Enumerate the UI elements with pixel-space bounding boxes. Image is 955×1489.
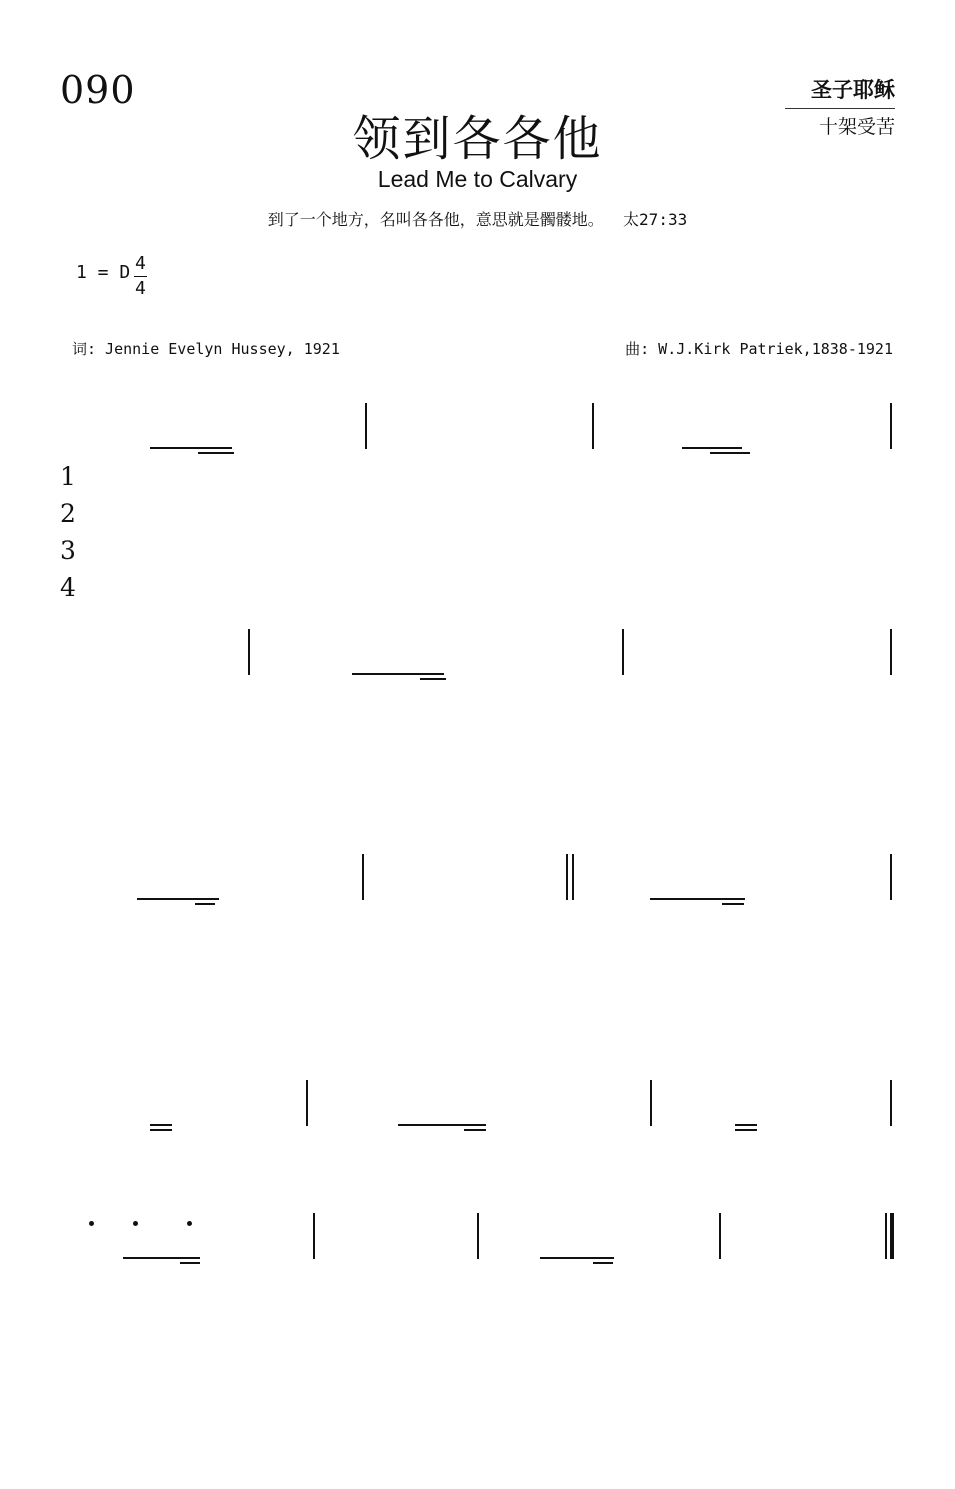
beam-underline — [180, 1262, 200, 1264]
beam-underline — [198, 452, 234, 454]
time-signature — [134, 252, 147, 301]
beam-underline — [150, 1129, 172, 1131]
bar-line — [365, 403, 367, 449]
high-octave-dot — [133, 1221, 138, 1226]
verse-number: 2 — [60, 499, 76, 528]
hymn-subtitle: Lead Me to Calvary — [377, 166, 578, 192]
double-bar-line — [566, 854, 568, 900]
bar-line — [622, 629, 624, 675]
bar-line — [306, 1080, 308, 1126]
bar-line — [890, 629, 892, 675]
bar-line — [650, 1080, 652, 1126]
beam-underline — [650, 898, 745, 900]
beam-underline — [420, 678, 446, 680]
beam-underline — [150, 1124, 172, 1126]
high-octave-dot — [187, 1221, 192, 1226]
bar-line — [890, 854, 892, 900]
bar-line — [592, 403, 594, 449]
bar-line — [362, 854, 364, 900]
beam-underline — [682, 447, 742, 449]
verse-number: 4 — [60, 573, 76, 602]
bar-line — [477, 1213, 479, 1259]
final-bar-line — [890, 1213, 894, 1259]
category-label: 圣子耶稣 — [785, 74, 895, 109]
bar-line — [719, 1213, 721, 1259]
key-signature: 1 = D — [76, 262, 131, 283]
subcategory-label: 十架受苦 — [818, 116, 895, 138]
beam-underline — [150, 447, 232, 449]
hymn-number: 090 — [60, 68, 136, 112]
composer-credit: 曲: W.J.Kirk Patriek,1838-1921 — [625, 340, 893, 358]
verse-number: 1 — [60, 462, 76, 491]
beam-underline — [593, 1262, 613, 1264]
bar-line — [248, 629, 250, 675]
beam-underline — [540, 1257, 614, 1259]
lyricist-credit: 词: Jennie Evelyn Hussey, 1921 — [72, 340, 340, 358]
double-bar-line — [572, 854, 574, 900]
beam-underline — [137, 898, 219, 900]
beam-underline — [722, 903, 744, 905]
bar-line — [890, 1080, 892, 1126]
time-signature-top: 4 — [134, 252, 147, 277]
time-signature-bottom: 4 — [135, 278, 146, 299]
beam-underline — [735, 1129, 757, 1131]
beam-underline — [710, 452, 750, 454]
beam-underline — [735, 1124, 757, 1126]
beam-underline — [398, 1124, 486, 1126]
beam-underline — [123, 1257, 200, 1259]
bar-line — [313, 1213, 315, 1259]
final-bar-line — [885, 1213, 887, 1259]
high-octave-dot — [89, 1221, 94, 1226]
beam-underline — [464, 1129, 486, 1131]
verse-number: 3 — [60, 536, 76, 565]
bar-line — [890, 403, 892, 449]
beam-underline — [352, 673, 444, 675]
beam-underline — [195, 903, 215, 905]
hymn-title: 领到各各他 — [352, 111, 603, 167]
scripture-verse: 到了一个地方，名叫各各他，意思就是髑髅地。 太27:33 — [267, 210, 688, 229]
